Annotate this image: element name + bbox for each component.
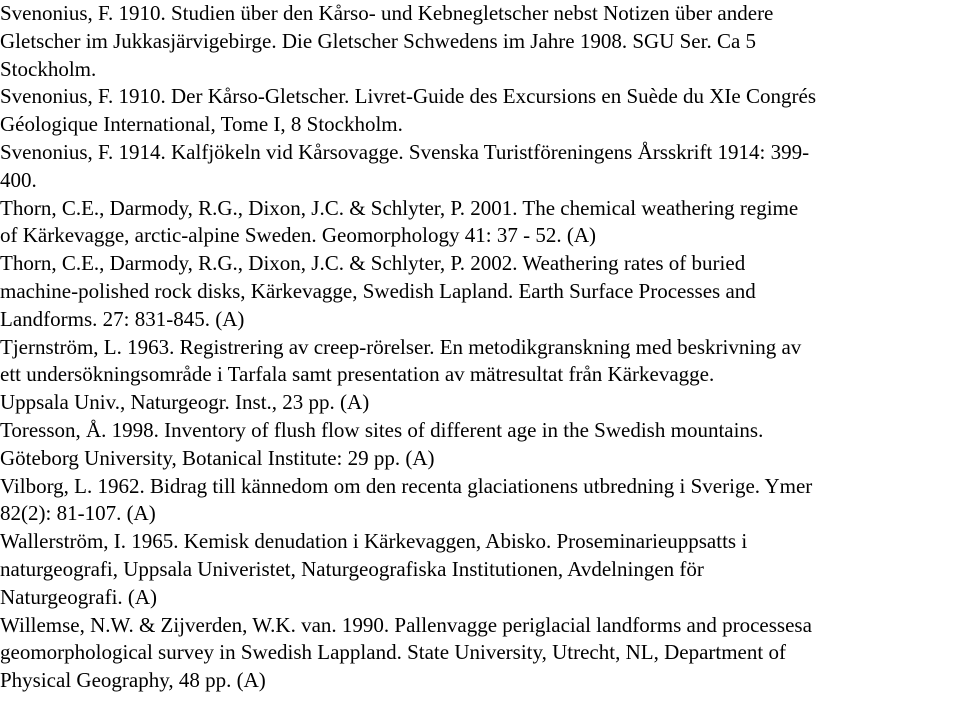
reference-line: Physical Geography, 48 pp. (A) [0,668,266,693]
reference-line: Vilborg, L. 1962. Bidrag till kännedom om den recenta glaciationens utbredning i Sverige. Ymer [0,473,813,498]
reference-line: Gletscher im Jukkasjärvigebirge. Die Gletscher Schwedens im Jahre 1908. SGU Ser. Ca 5 [0,28,757,53]
reference-entry [0,0,960,83]
reference-line: 82(2): 81-107. (A) [0,501,156,526]
reference-entry [0,250,960,333]
reference-line: Uppsala Univ., Naturgeogr. Inst., 23 pp. (A) [0,390,370,415]
reference-line: Naturgeografi. (A) [0,584,158,609]
reference-line: Tjernström, L. 1963. Registrering av creep-rörelser. En metodikgranskning med beskrivning av [0,334,802,359]
reference-line: machine-polished rock disks, Kärkevagge, Swedish Lapland. Earth Surface Processes and [0,278,756,303]
reference-line: Svenonius, F. 1914. Kalfjökeln vid Kårsovagge. Svenska Turistföreningens Årsskrift 1914: 399- [0,139,810,164]
reference-entry [0,473,960,529]
reference-entry [0,612,960,695]
reference-line: Thorn, C.E., Darmody, R.G., Dixon, J.C. & Schlyter, P. 2002. Weathering rates of buried [0,251,746,276]
reference-line: Wallerström, I. 1965. Kemisk denudation i Kärkevaggen, Abisko. Proseminarieuppsatts i [0,529,748,554]
reference-line: Stockholm. [0,56,97,81]
reference-line: naturgeografi, Uppsala Univeristet, Naturgeografiska Institutionen, Avdelningen för [0,556,704,581]
reference-entry [0,83,960,139]
reference-line: Willemse, N.W. & Zijverden, W.K. van. 1990. Pallenvagge periglacial landforms and processesa [0,612,812,637]
reference-line: Toresson, Å. 1998. Inventory of flush flow sites of different age in the Swedish mountains. [0,417,764,442]
reference-entry [0,195,960,251]
reference-entry [0,528,960,611]
reference-line: Landforms. 27: 831-845. (A) [0,306,245,331]
reference-line: Svenonius, F. 1910. Der Kårso-Gletscher. Livret-Guide des Excursions en Suède du XIe Congrés [0,84,816,109]
reference-line: Svenonius, F. 1910. Studien über den Kårso- und Kebnegletscher nebst Notizen über andere [0,1,774,25]
reference-entry [0,334,960,417]
reference-entry [0,139,960,195]
reference-line: ett undersökningsområde i Tarfala samt presentation av mätresultat från Kärkevagge. [0,362,715,387]
reference-line: Thorn, C.E., Darmody, R.G., Dixon, J.C. & Schlyter, P. 2001. The chemical weathering regime [0,195,799,220]
reference-line: of Kärkevagge, arctic-alpine Sweden. Geomorphology 41: 37 - 52. (A) [0,223,596,248]
reference-entry [0,417,960,473]
reference-line: geomorphological survey in Swedish Lappland. State University, Utrecht, NL, Department of [0,640,786,665]
reference-line: Göteborg University, Botanical Institute: 29 pp. (A) [0,445,435,470]
reference-line: 400. [0,167,37,192]
reference-line: Géologique International, Tome I, 8 Stockholm. [0,112,403,137]
